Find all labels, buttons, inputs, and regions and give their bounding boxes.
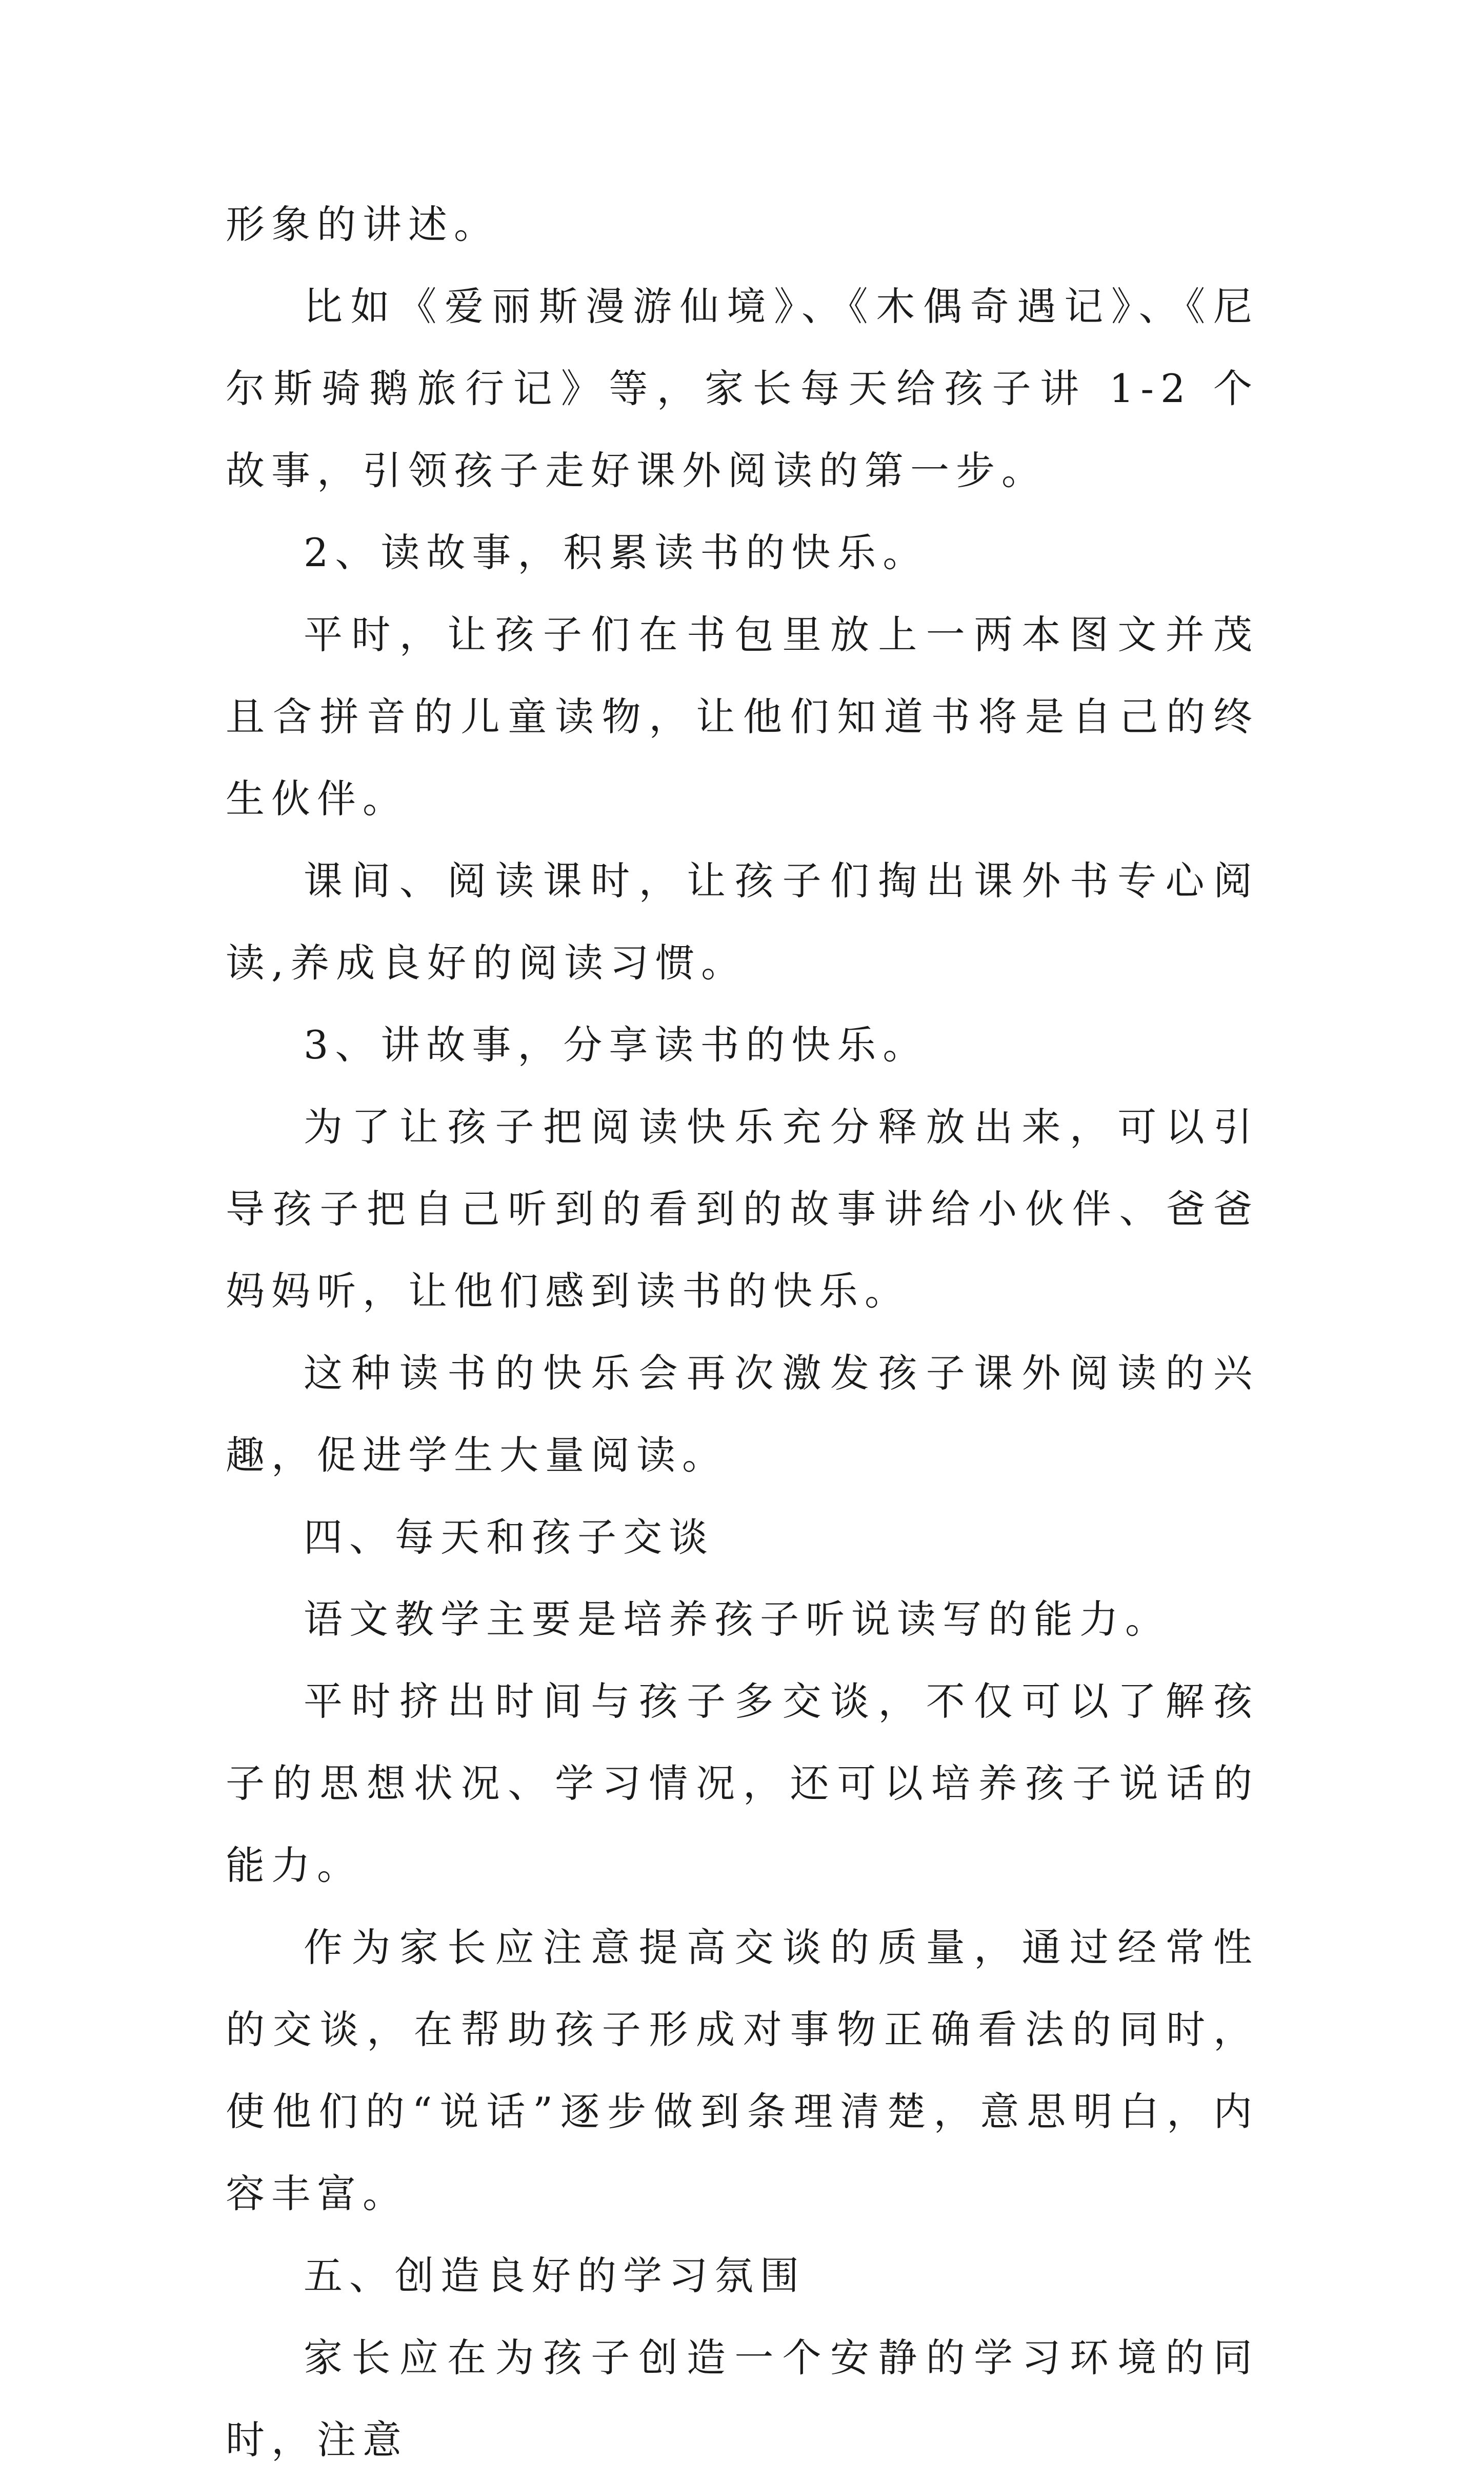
paragraph-talk-time: 平时挤出时间与孩子多交谈，不仅可以了解孩子的思想状况、学习情况，还可以培养孩子说话的能力。: [226, 1678, 1259, 1888]
section-heading-learning-atmosphere: 五、创造良好的学习氛围: [304, 2253, 806, 2298]
paragraph-share-joy: 为了让孩子把阅读快乐充分释放出来，可以引导孩子把自己听到的看到的故事讲给小伙伴、爸爸妈妈听，让他们感到读书的快乐。: [226, 1104, 1259, 1314]
paragraph-talk-quality: 作为家长应注意提高交谈的质量，通过经常性的交谈，在帮助孩子形成对事物正确看法的同时，使他们的“说话”逐步做到条理清楚，意思明白，内容丰富。: [226, 1925, 1259, 2216]
section-heading-tell-stories: 3、讲故事，分享读书的快乐。: [304, 1022, 929, 1068]
section-heading-read-stories: 2、读故事，积累读书的快乐。: [304, 530, 929, 575]
paragraph-continuation: 形象的讲述。: [226, 202, 499, 247]
paragraph-quiet-environment: 家长应在为孩子创造一个安静的学习环境的同时，注意: [226, 2335, 1259, 2463]
paragraph-schoolbag-books: 平时，让孩子们在书包里放上一两本图文并茂且含拼音的儿童读物，让他们知道书将是自己的终生伙伴。: [226, 612, 1259, 822]
paragraph-language-skills: 语文教学主要是培养孩子听说读写的能力。: [304, 1596, 1171, 1642]
paragraph-reading-habit: 课间、阅读课时，让孩子们掏出课外书专心阅读,养成良好的阅读习惯。: [226, 858, 1259, 986]
paragraph-reading-interest: 这种读书的快乐会再次激发孩子课外阅读的兴趣，促进学生大量阅读。: [226, 1350, 1259, 1478]
section-heading-daily-talk: 四、每天和孩子交谈: [304, 1514, 714, 1560]
paragraph-story-examples: 比如《爱丽斯漫游仙境》、《木偶奇遇记》、《尼尔斯骑鹅旅行记》等，家长每天给孩子讲 1-2 个故事，引领孩子走好课外阅读的第一步。: [226, 284, 1259, 493]
document-body: [226, 184, 1259, 2481]
